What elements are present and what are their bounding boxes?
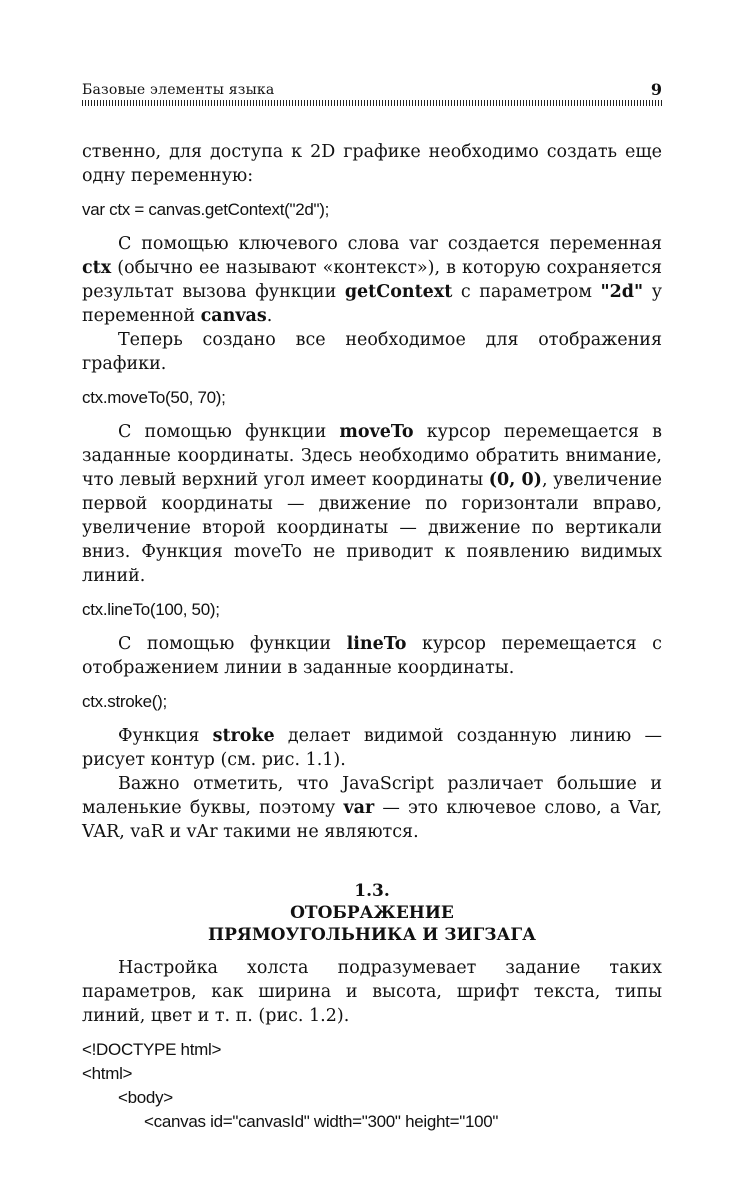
code-block xyxy=(82,1038,662,1134)
bold-term: getContext xyxy=(344,282,453,302)
code-line-getcontext: var ctx = canvas.getContext("2d"); xyxy=(82,200,330,219)
text-run: курсор перемещается с отображением линии в заданные координаты. xyxy=(82,634,662,678)
paragraph-continuation: ственно, для доступа к 2D графике необходимо создать еще одну переменную: xyxy=(82,142,662,186)
code-line: <canvas id="canvasId" width="300" height="100" xyxy=(144,1112,499,1131)
section-number: 1.3. xyxy=(354,881,390,901)
bold-term: var xyxy=(343,798,375,818)
bold-term: "2d" xyxy=(600,282,644,302)
code-line: <body> xyxy=(118,1088,173,1107)
text-run: — это ключевое слово, а Var, VAR, vaR и vAr такими не являются. xyxy=(82,798,662,842)
code-line: <!DOCTYPE html> xyxy=(82,1040,222,1059)
text-run: С помощью функции xyxy=(118,422,340,442)
paragraph-var-ctx xyxy=(82,232,662,328)
text-run: с параметром xyxy=(452,282,601,302)
bold-term: (0, 0) xyxy=(488,470,542,490)
bold-term: ctx xyxy=(82,258,112,278)
text-run: С помощью ключевого слова var создается переменная xyxy=(118,234,662,254)
header-rule xyxy=(82,100,662,106)
code-line-lineto: ctx.lineTo(100, 50); xyxy=(82,600,220,619)
paragraph-stroke xyxy=(82,724,662,772)
code-line-stroke: ctx.stroke(); xyxy=(82,692,167,711)
section-heading xyxy=(82,880,662,946)
text-run: курсор перемещается в заданные координаты. Здесь необходимо обратить внимание, что левый верхний угол имеет координаты xyxy=(82,422,662,490)
text-run: у переменной xyxy=(82,282,662,326)
paragraph-lineto xyxy=(82,632,662,680)
paragraph-case-sensitivity xyxy=(82,772,662,844)
section-title-line-1: ОТОБРАЖЕНИЕ xyxy=(290,903,454,923)
code-line: <html> xyxy=(82,1064,133,1083)
running-header-title: Базовые элементы языка xyxy=(82,82,275,98)
bold-term: lineTo xyxy=(346,634,407,654)
text-run: делает видимой созданную линию — рисует контур (см. рис. 1.1). xyxy=(82,726,662,770)
text-run: . xyxy=(266,306,273,326)
text-run: Функция xyxy=(118,726,213,746)
paragraph-canvas-setup: Настройка холста подразумевает задание таких параметров, как ширина и высота, шрифт текста, типы линий, цвет и т. п. (рис. 1.2). xyxy=(82,958,662,1026)
bold-term: canvas xyxy=(200,306,267,326)
page-body xyxy=(82,140,662,1134)
bold-term: stroke xyxy=(212,726,275,746)
text-run: Важно отметить, что JavaScript различает большие и маленькие буквы, поэтому xyxy=(82,774,662,818)
text-run: (обычно ее называют «контекст»), в которую сохраняется результат вызова функции xyxy=(82,258,662,302)
code-line-moveto: ctx.moveTo(50, 70); xyxy=(82,388,226,407)
paragraph-ready: Теперь создано все необходимое для отображения графики. xyxy=(82,330,662,374)
section-title-line-2: ПРЯМОУГОЛЬНИКА И ЗИГЗАГА xyxy=(208,925,536,945)
text-run: , увеличение первой координаты — движение по горизонтали вправо, увеличение второй координаты — движение по вертикали вниз. Функция moveTo не приводит к появлению видимых линий. xyxy=(82,470,663,586)
page-number: 9 xyxy=(650,80,662,99)
bold-term: moveTo xyxy=(339,422,414,442)
paragraph-moveto xyxy=(82,420,662,588)
text-run: С помощью функции xyxy=(118,634,347,654)
running-header xyxy=(82,80,662,100)
